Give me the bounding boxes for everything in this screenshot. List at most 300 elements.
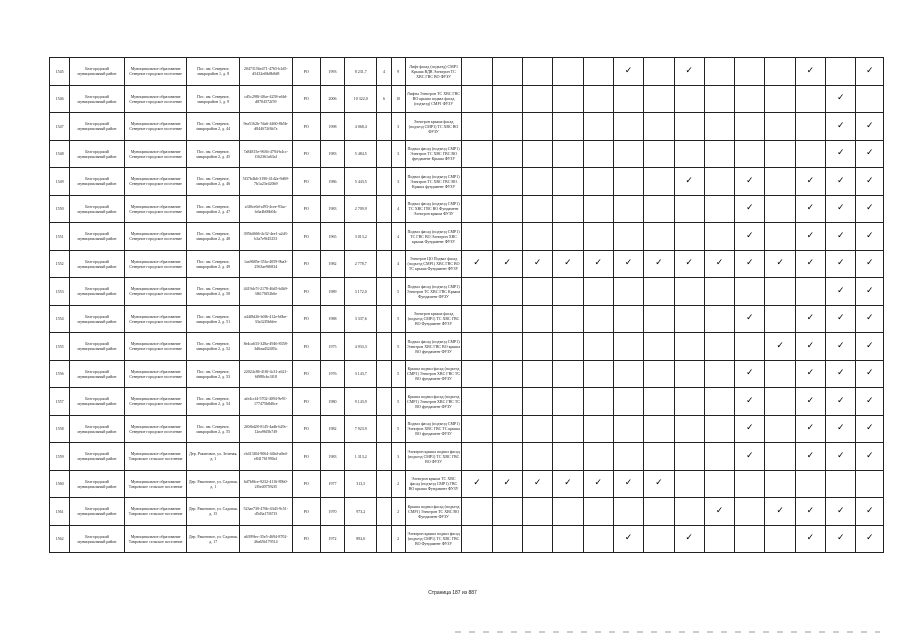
- work-types-cell: Крыша подвал фасад (подъезд СМР1) Электрон ХВС ГВС ТС ВО фундамент ФУЗУ: [405, 360, 462, 388]
- form-cell: РО: [292, 305, 320, 333]
- checkmark-icon: ✓: [806, 505, 815, 516]
- table-row: [50, 443, 884, 471]
- checkmark-icon: ✓: [655, 258, 663, 269]
- municipality-cell: Муниципальное образование Северное городское поселение: [124, 113, 187, 141]
- address-cell: Пос. пм. Северное, микрорайон 2, д. 51: [187, 305, 240, 333]
- check-cell: [826, 305, 856, 333]
- check-cell: [704, 223, 734, 251]
- check-cell: [522, 498, 552, 526]
- checkmark-icon: ✓: [865, 423, 874, 434]
- check-cell: [674, 498, 704, 526]
- check-cell: [826, 470, 856, 498]
- check-cell: [795, 360, 825, 388]
- check-cell: [674, 278, 704, 306]
- row-number-cell: 1554: [50, 305, 70, 333]
- check-cell: [644, 333, 674, 361]
- area-cell: 1 313,2: [345, 443, 377, 471]
- check-cell: [856, 498, 884, 526]
- floors-cell: 4: [377, 58, 391, 86]
- district-cell: Белгородский муниципальный район: [70, 168, 125, 196]
- work-types-cell: Электрон ЦО Подвал фасад (подъезд СМР1) ХВС ГВС ВО ТС крыша Фундамент ФУЗУ: [405, 250, 462, 278]
- check-cell: [795, 250, 825, 278]
- check-cell: [522, 223, 552, 251]
- checkmark-icon: ✓: [836, 368, 845, 379]
- check-cell: [583, 333, 613, 361]
- checkmark-icon: ✓: [836, 313, 845, 324]
- check-cell: [644, 195, 674, 223]
- check-cell: [795, 85, 825, 113]
- check-cell: [492, 498, 522, 526]
- check-cell: [795, 333, 825, 361]
- floors-cell: [377, 333, 391, 361]
- house-id-cell: 1aa9685e-35fa-4059-9ba3-2563ae9f6834: [240, 250, 293, 278]
- check-cell: [856, 388, 884, 416]
- address-cell: Пос. пм. Северное, микрорайон 2, д. 47: [187, 195, 240, 223]
- work-types-cell: Подвал фасад (подъезд СМР1) Электрон ТС ХВС ГВС ВО фундамент Крыша ФУЗУ: [405, 140, 462, 168]
- check-cell: [704, 360, 734, 388]
- check-cell: [826, 250, 856, 278]
- form-cell: РО: [292, 113, 320, 141]
- check-cell: [613, 305, 643, 333]
- check-cell: [583, 360, 613, 388]
- check-cell: [522, 525, 552, 553]
- check-cell: [674, 250, 704, 278]
- check-cell: [492, 305, 522, 333]
- district-cell: Белгородский муниципальный район: [70, 498, 125, 526]
- municipality-cell: Муниципальное образование Тавровское сельское поселение: [124, 470, 187, 498]
- check-cell: [462, 113, 492, 141]
- check-cell: [826, 415, 856, 443]
- house-id-cell: cb413f04-9064-44bd-a0ed-e841761990a1: [240, 443, 293, 471]
- check-cell: [856, 525, 884, 553]
- year-cell: 1982: [320, 415, 344, 443]
- check-cell: [856, 250, 884, 278]
- checkmark-icon: ✓: [865, 340, 874, 351]
- check-cell: [492, 333, 522, 361]
- municipality-cell: Муниципальное образование Северное городское поселение: [124, 278, 187, 306]
- checkmark-icon: ✓: [806, 368, 815, 379]
- check-cell: [674, 85, 704, 113]
- area-cell: 313,5: [345, 470, 377, 498]
- district-cell: Белгородский муниципальный район: [70, 85, 125, 113]
- check-cell: [644, 58, 674, 86]
- checkmark-icon: ✓: [776, 340, 784, 351]
- check-cell: [492, 415, 522, 443]
- check-cell: [795, 113, 825, 141]
- municipality-cell: Муниципальное образование Северное городское поселение: [124, 305, 187, 333]
- check-cell: [462, 333, 492, 361]
- address-cell: Пос. пм. Северное, микрорайон 2, д. 53: [187, 360, 240, 388]
- check-cell: [735, 498, 765, 526]
- check-cell: [735, 305, 765, 333]
- check-cell: [462, 525, 492, 553]
- district-cell: Белгородский муниципальный район: [70, 443, 125, 471]
- checkmark-icon: ✓: [806, 175, 815, 186]
- check-cell: [735, 223, 765, 251]
- entrances-cell: 5: [391, 415, 405, 443]
- form-cell: РО: [292, 415, 320, 443]
- checkmark-icon: ✓: [836, 450, 845, 461]
- check-cell: [553, 140, 583, 168]
- checkmark-icon: ✓: [685, 258, 693, 269]
- address-cell: Пос. пм. Северное, микрорайон 2, д. 46: [187, 168, 240, 196]
- entrances-cell: 2: [391, 470, 405, 498]
- table-row: [50, 278, 884, 306]
- floors-cell: [377, 278, 391, 306]
- checkmark-icon: ✓: [865, 285, 874, 296]
- check-cell: [522, 168, 552, 196]
- checkmark-icon: ✓: [806, 65, 815, 76]
- check-cell: [613, 498, 643, 526]
- page-footer: Страница 187 из 887: [428, 590, 477, 596]
- check-cell: [674, 415, 704, 443]
- check-cell: [856, 168, 884, 196]
- check-cell: [553, 58, 583, 86]
- checkmark-icon: ✓: [746, 203, 754, 214]
- area-cell: 4 933,3: [345, 333, 377, 361]
- check-cell: [795, 470, 825, 498]
- register-table-body: [50, 58, 884, 553]
- check-cell: [735, 333, 765, 361]
- checkmark-icon: ✓: [836, 93, 845, 104]
- district-cell: Белгородский муниципальный район: [70, 470, 125, 498]
- entrances-cell: 4: [391, 250, 405, 278]
- check-cell: [795, 498, 825, 526]
- area-cell: 5 484,5: [345, 140, 377, 168]
- check-cell: [583, 113, 613, 141]
- row-number-cell: 1549: [50, 168, 70, 196]
- checkmark-icon: ✓: [715, 505, 724, 516]
- check-cell: [704, 278, 734, 306]
- check-cell: [765, 113, 795, 141]
- check-cell: [704, 498, 734, 526]
- house-id-cell: a44f8d26-b0f6-412e-b0be-33a32f5b6fee: [240, 305, 293, 333]
- check-cell: [462, 250, 492, 278]
- check-cell: [765, 470, 795, 498]
- check-cell: [553, 525, 583, 553]
- area-cell: 4 068,4: [345, 113, 377, 141]
- check-cell: [613, 140, 643, 168]
- row-number-cell: 1555: [50, 333, 70, 361]
- house-id-cell: 5f37b4b6-3190-41d2a-9d69-7b1a23e420b9: [240, 168, 293, 196]
- checkmark-icon: ✓: [564, 478, 572, 489]
- table-row: [50, 250, 884, 278]
- table-row: [50, 498, 884, 526]
- check-cell: [644, 415, 674, 443]
- check-cell: [553, 470, 583, 498]
- checkmark-icon: ✓: [836, 533, 845, 544]
- area-cell: 9 143,9: [345, 388, 377, 416]
- entrances-cell: 4: [391, 223, 405, 251]
- area-cell: 3 143,7: [345, 360, 377, 388]
- work-types-cell: Подвал фасад (подъезд СМР1) Электрон ТС ХВС ГВС ВО Крыша фундамент ФУЗУ: [405, 168, 462, 196]
- check-cell: [674, 223, 704, 251]
- checkmark-icon: ✓: [865, 533, 874, 544]
- municipality-cell: Муниципальное образование Северное городское поселение: [124, 360, 187, 388]
- table-row: [50, 168, 884, 196]
- check-cell: [735, 140, 765, 168]
- check-cell: [522, 250, 552, 278]
- check-cell: [522, 85, 552, 113]
- work-types-cell: Подвал фасад (подъезд СМР1) ТС ХВС ГВС ВО Фундамент Электрон крыша ФУЗУ: [405, 195, 462, 223]
- house-id-cell: 395b4666-4c32-4ee1-a2d3-b3a7e9f45253: [240, 223, 293, 251]
- municipality-cell: Муниципальное образование Северное городское поселение: [124, 140, 187, 168]
- floors-cell: [377, 250, 391, 278]
- check-cell: [492, 113, 522, 141]
- check-cell: [704, 58, 734, 86]
- checkmark-icon: ✓: [865, 505, 874, 516]
- check-cell: [522, 305, 552, 333]
- check-cell: [795, 140, 825, 168]
- check-cell: [462, 470, 492, 498]
- check-cell: [674, 470, 704, 498]
- checkmark-icon: ✓: [746, 258, 754, 269]
- check-cell: [583, 85, 613, 113]
- checkmark-icon: ✓: [746, 313, 754, 324]
- form-cell: РО: [292, 58, 320, 86]
- district-cell: Белгородский муниципальный район: [70, 415, 125, 443]
- checkmark-icon: ✓: [865, 203, 874, 214]
- check-cell: [765, 140, 795, 168]
- check-cell: [856, 195, 884, 223]
- check-cell: [553, 223, 583, 251]
- check-cell: [856, 113, 884, 141]
- check-cell: [462, 85, 492, 113]
- entrances-cell: 3: [391, 443, 405, 471]
- checkmark-icon: ✓: [746, 368, 754, 379]
- work-types-cell: Электрон крыша подвал фасад (подъезд СМР1) ТС ХВС ГВС ВО Фундамент ФУЗУ: [405, 525, 462, 553]
- check-cell: [522, 443, 552, 471]
- checkmark-icon: ✓: [503, 478, 512, 489]
- area-cell: 3 013,2: [345, 223, 377, 251]
- checkmark-icon: ✓: [776, 505, 784, 516]
- checkmark-icon: ✓: [594, 258, 603, 269]
- address-cell: Пос. пм. Северное, микрорайон 2, д. 48: [187, 223, 240, 251]
- work-types-cell: Электрон крыша фасад (подъезд СМР1) ТС ХВС ВО ФУЗУ: [405, 113, 462, 141]
- district-cell: Белгородский муниципальный район: [70, 333, 125, 361]
- checkmark-icon: ✓: [746, 230, 754, 241]
- check-cell: [613, 195, 643, 223]
- check-cell: [826, 58, 856, 86]
- check-cell: [462, 195, 492, 223]
- check-cell: [826, 223, 856, 251]
- work-types-cell: Подвал фасад (подъезд СМР1) Электрон ХВС ГВС ТС крыша ВО фундамент ФУЗУ: [405, 415, 462, 443]
- check-cell: [583, 498, 613, 526]
- floors-cell: [377, 140, 391, 168]
- area-cell: 2 709,9: [345, 195, 377, 223]
- row-number-cell: 1551: [50, 223, 70, 251]
- check-cell: [826, 85, 856, 113]
- checkmark-icon: ✓: [836, 505, 845, 516]
- check-cell: [765, 443, 795, 471]
- checkmark-icon: ✓: [836, 285, 845, 296]
- table-row: [50, 525, 884, 553]
- checkmark-icon: ✓: [715, 258, 724, 269]
- form-cell: РО: [292, 360, 320, 388]
- form-cell: РО: [292, 333, 320, 361]
- check-cell: [583, 168, 613, 196]
- check-cell: [644, 498, 674, 526]
- entrances-cell: 2: [391, 498, 405, 526]
- check-cell: [674, 168, 704, 196]
- check-cell: [674, 305, 704, 333]
- check-cell: [613, 58, 643, 86]
- check-cell: [553, 113, 583, 141]
- checkmark-icon: ✓: [865, 65, 874, 76]
- checkmark-icon: ✓: [806, 533, 815, 544]
- check-cell: [492, 525, 522, 553]
- checkmark-icon: ✓: [865, 148, 874, 159]
- checkmark-icon: ✓: [685, 65, 693, 76]
- checkmark-icon: ✓: [594, 478, 603, 489]
- year-cell: 1983: [320, 140, 344, 168]
- check-cell: [765, 195, 795, 223]
- floors-cell: [377, 388, 391, 416]
- check-cell: [644, 443, 674, 471]
- work-types-cell: Подвал фасад (подъезд СМР1) Электрон ТС ХВС ГВС Крыша Фундамент ФУЗУ: [405, 278, 462, 306]
- check-cell: [856, 360, 884, 388]
- checkmark-icon: ✓: [836, 203, 845, 214]
- table-row: [50, 85, 884, 113]
- district-cell: Белгородский муниципальный район: [70, 140, 125, 168]
- check-cell: [856, 58, 884, 86]
- check-cell: [674, 195, 704, 223]
- area-cell: 8 231,7: [345, 58, 377, 86]
- row-number-cell: 1559: [50, 443, 70, 471]
- check-cell: [553, 360, 583, 388]
- address-cell: Пос. пм. Северное, микрорайон 2, д. 44: [187, 113, 240, 141]
- check-cell: [462, 443, 492, 471]
- municipality-cell: Муниципальное образование Северное городское поселение: [124, 415, 187, 443]
- entrances-cell: 3: [391, 140, 405, 168]
- checkmark-icon: ✓: [746, 450, 754, 461]
- form-cell: РО: [292, 140, 320, 168]
- check-cell: [826, 278, 856, 306]
- form-cell: РО: [292, 168, 320, 196]
- work-types-cell: Лифт фасад (подъезд) СМР1 Крыша ВДВ Электрон ТС ХВС ГВС ВО ФУЗУ: [405, 58, 462, 86]
- check-cell: [826, 443, 856, 471]
- checkmark-icon: ✓: [746, 423, 754, 434]
- check-cell: [795, 525, 825, 553]
- checkmark-icon: ✓: [865, 313, 874, 324]
- year-cell: 1965: [320, 223, 344, 251]
- check-cell: [462, 140, 492, 168]
- checkmark-icon: ✓: [836, 258, 845, 269]
- checkmark-icon: ✓: [865, 368, 874, 379]
- checkmark-icon: ✓: [836, 423, 845, 434]
- form-cell: РО: [292, 195, 320, 223]
- form-cell: РО: [292, 470, 320, 498]
- check-cell: [553, 250, 583, 278]
- checkmark-icon: ✓: [806, 313, 815, 324]
- floors-cell: [377, 195, 391, 223]
- check-cell: [674, 443, 704, 471]
- row-number-cell: 1553: [50, 278, 70, 306]
- year-cell: 1977: [320, 470, 344, 498]
- check-cell: [765, 415, 795, 443]
- check-cell: [674, 140, 704, 168]
- check-cell: [644, 168, 674, 196]
- house-id-cell: 9ea5162b-7da6-4460-8b5b-d844672f6b7a: [240, 113, 293, 141]
- district-cell: Белгородский муниципальный район: [70, 195, 125, 223]
- check-cell: [765, 223, 795, 251]
- check-cell: [795, 195, 825, 223]
- check-cell: [553, 415, 583, 443]
- address-cell: Пос. пм. Северное, микрорайон 2, д. 55: [187, 415, 240, 443]
- entrances-cell: 4: [391, 195, 405, 223]
- check-cell: [644, 470, 674, 498]
- entrances-cell: 5: [391, 305, 405, 333]
- check-cell: [644, 85, 674, 113]
- check-cell: [553, 333, 583, 361]
- checkmark-icon: ✓: [806, 340, 815, 351]
- check-cell: [765, 333, 795, 361]
- address-cell: Пос. пм. Северное, микрорайон 1, д. 8: [187, 58, 240, 86]
- check-cell: [553, 388, 583, 416]
- check-cell: [522, 415, 552, 443]
- municipality-cell: Муниципальное образование Тавровское сельское поселение: [124, 498, 187, 526]
- work-types-cell: Крыша подвал фасад (подъезд СМР1) Электрон ТС ХВС ВО Фундамент ФУЗУ: [405, 498, 462, 526]
- check-cell: [644, 360, 674, 388]
- check-cell: [492, 250, 522, 278]
- year-cell: 1988: [320, 305, 344, 333]
- check-cell: [583, 443, 613, 471]
- district-cell: Белгородский муниципальный район: [70, 223, 125, 251]
- check-cell: [492, 223, 522, 251]
- floors-cell: [377, 525, 391, 553]
- check-cell: [795, 415, 825, 443]
- address-cell: Пос. пм. Северное, микрорайон 2, д. 45: [187, 140, 240, 168]
- row-number-cell: 1546: [50, 85, 70, 113]
- address-cell: Пос. пм. Северное, микрорайон 1, д. 9: [187, 85, 240, 113]
- checkmark-icon: ✓: [865, 120, 874, 131]
- check-cell: [826, 168, 856, 196]
- check-cell: [613, 223, 643, 251]
- check-cell: [583, 305, 613, 333]
- checkmark-icon: ✓: [685, 533, 693, 544]
- check-cell: [765, 525, 795, 553]
- check-cell: [644, 140, 674, 168]
- work-types-cell: Крыша подвал фасад (подъезд СМР1) Электрон ХВС ГВС ТС ВО фундамент ФУЗУ: [405, 388, 462, 416]
- form-cell: РО: [292, 443, 320, 471]
- work-types-cell: Подвал фасад (подъезд СМР1) ТС ГВС ВО Электрон ХВС крыша Фундамент ФУЗУ: [405, 223, 462, 251]
- check-cell: [553, 195, 583, 223]
- district-cell: Белгородский муниципальный район: [70, 113, 125, 141]
- checkmark-icon: ✓: [865, 395, 874, 406]
- entrances-cell: 10: [391, 85, 405, 113]
- checkmark-icon: ✓: [836, 340, 845, 351]
- check-cell: [583, 278, 613, 306]
- house-id-cell: 22024c86-418f-4c31-a621-6f980cbc3f18: [240, 360, 293, 388]
- checkmark-icon: ✓: [533, 258, 542, 269]
- work-types-cell: Электрон крыша фасад (подъезд СМР1) ТС ХВС ГВС ВО Фундамент ФУЗУ: [405, 305, 462, 333]
- entrances-cell: 3: [391, 168, 405, 196]
- checkmark-icon: ✓: [865, 450, 874, 461]
- check-cell: [795, 168, 825, 196]
- check-cell: [704, 388, 734, 416]
- check-cell: [462, 415, 492, 443]
- check-cell: [644, 388, 674, 416]
- entrances-cell: 2: [391, 525, 405, 553]
- check-cell: [674, 58, 704, 86]
- check-cell: [765, 58, 795, 86]
- check-cell: [462, 498, 492, 526]
- address-cell: Дер. Ракитовое, ул. Зеленая, д. 1: [187, 443, 240, 471]
- check-cell: [735, 113, 765, 141]
- form-cell: РО: [292, 223, 320, 251]
- table-row: [50, 415, 884, 443]
- checkmark-icon: ✓: [776, 258, 784, 269]
